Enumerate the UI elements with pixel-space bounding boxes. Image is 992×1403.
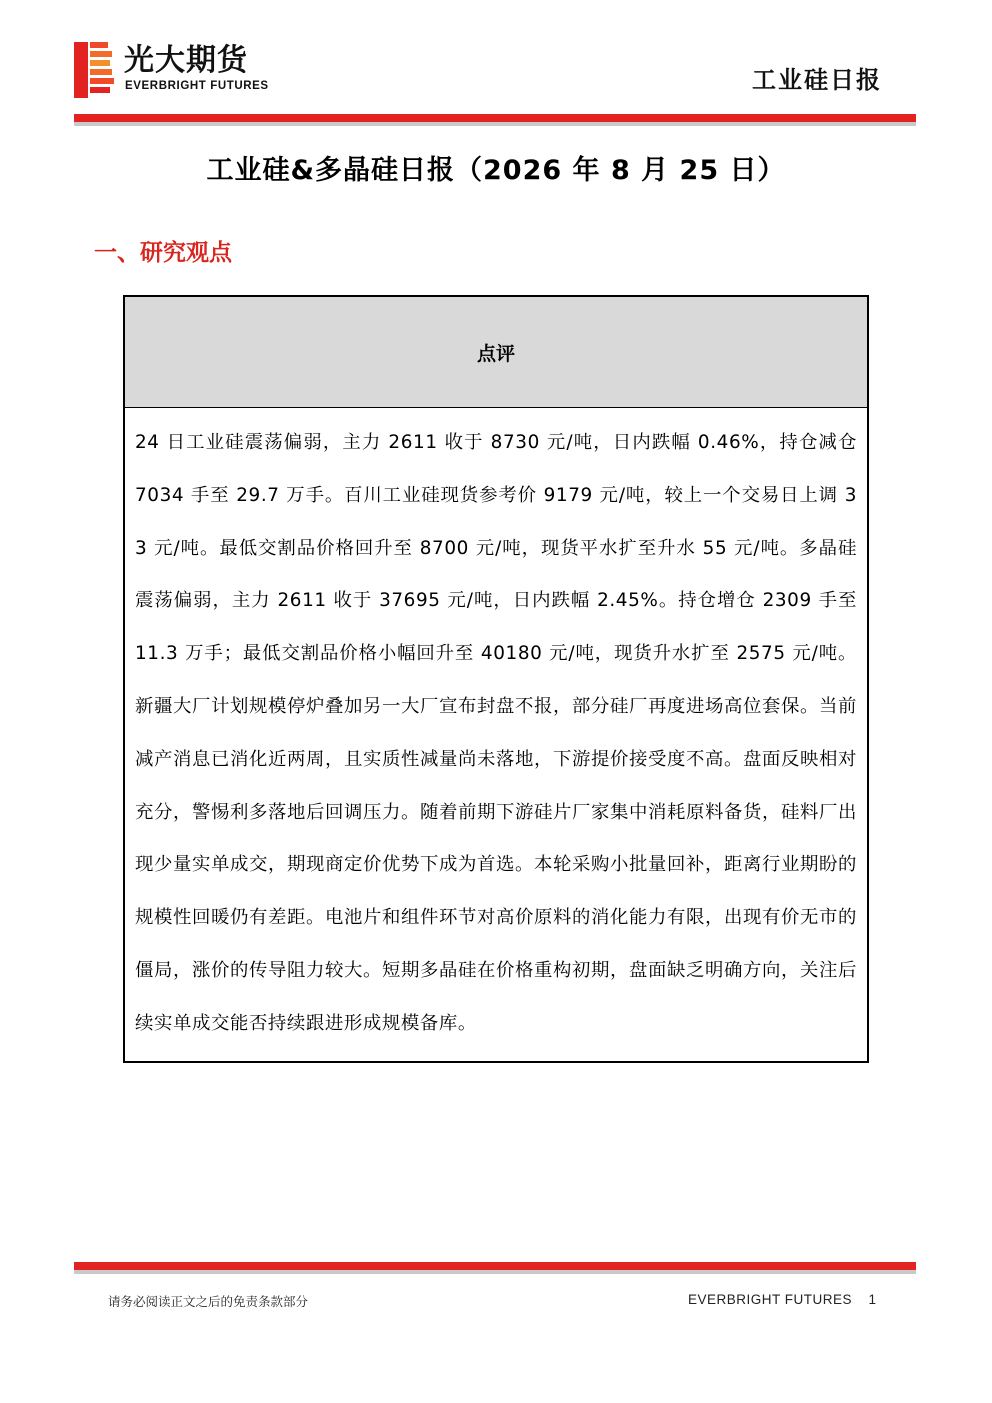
header-divider bbox=[74, 114, 916, 122]
logo-chinese-name: 光大期货 bbox=[124, 43, 248, 78]
everbright-logo-icon bbox=[74, 42, 114, 98]
footer-divider bbox=[74, 1262, 916, 1270]
report-type-label: 工业硅日报 bbox=[752, 66, 882, 94]
header-divider-shadow bbox=[74, 122, 916, 126]
review-table bbox=[123, 295, 869, 1063]
disclaimer-note: 请务必阅读正文之后的免责条款部分 bbox=[108, 1294, 309, 1309]
document-title: 工业硅&多晶硅日报（2026 年 8 月 25 日） bbox=[206, 155, 786, 186]
company-logo bbox=[74, 40, 284, 100]
footer-brand: EVERBRIGHT FUTURES bbox=[687, 1292, 852, 1307]
logo-english-name: EVERBRIGHT FUTURES bbox=[125, 80, 269, 92]
review-table-header: 点评 bbox=[125, 297, 867, 408]
section-heading: 一、研究观点 bbox=[94, 240, 232, 266]
footer-divider-shadow bbox=[74, 1270, 916, 1274]
page-number: 1 bbox=[868, 1292, 876, 1307]
review-table-body: 24 日工业硅震荡偏弱，主力 2611 收于 8730 元/吨，日内跌幅 0.46%，持仓减仓 7034 手至 29.7 万手。百川工业硅现货参考价 9179 元/吨，较上一个交易日上调 33 元/吨。最低交割品价格回升至 8700 元/吨，现货平水扩至升水 55 元/吨。多晶硅震荡偏弱，主力 2611 收于 37695 元/吨，日内跌幅 2.45%。持仓增仓 2309 手至 11.3 万手；最低交割品价格小幅回升至 40180 元/吨，现货升水扩至 2575 元/吨。新疆大厂计划规模停炉叠加另一大厂宣布封盘不报，部分硅厂再度进场高位套保。当前减产消息已消化近两周，且实质性减量尚未落地，下游提价接受度不高。盘面反映相对充分，警惕利多落地后回调压力。随着前期下游硅片厂家集中消耗原料备货，硅料厂出现少量实单成交，期现商定价优势下成为首选。本轮采购小批量回补，距离行业期盼的规模性回暖仍有差距。电池片和组件环节对高价原料的消化能力有限，出现有价无市的僵局，涨价的传导阻力较大。短期多晶硅在价格重构初期，盘面缺乏明确方向，关注后续实单成交能否持续跟进形成规模备库。 bbox=[135, 432, 857, 1034]
